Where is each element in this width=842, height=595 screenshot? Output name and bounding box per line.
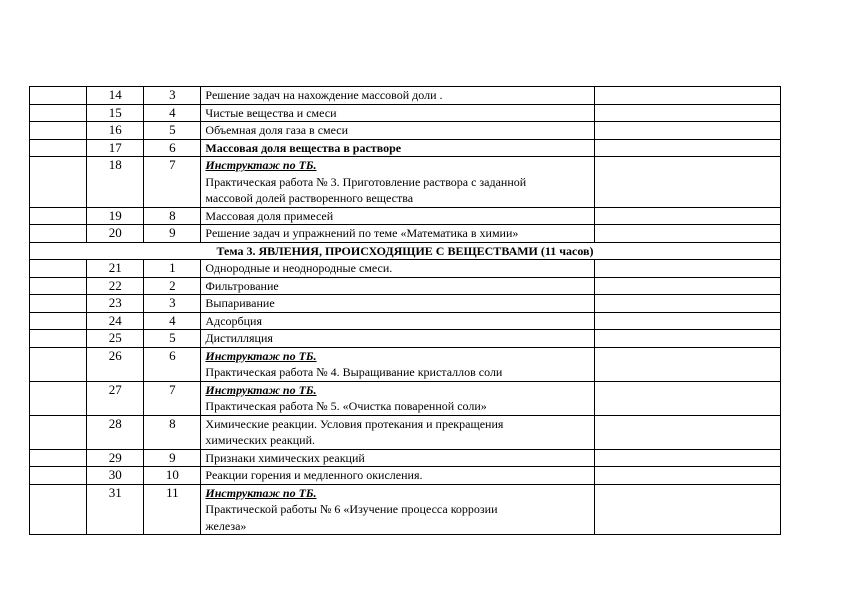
lesson-number: 16 — [87, 122, 144, 140]
lesson-topic: Решение задач на нахождение массовой доли . — [201, 87, 595, 105]
lesson-number: 24 — [87, 312, 144, 330]
topic-line: химических реакций. — [205, 433, 315, 447]
lesson-topic — [201, 347, 595, 381]
notes-cell — [595, 347, 781, 381]
table-row — [30, 277, 781, 295]
lesson-topic: Выпаривание — [201, 295, 595, 313]
empty-cell — [30, 139, 87, 157]
table-row — [30, 139, 781, 157]
notes-cell — [595, 295, 781, 313]
notes-cell — [595, 260, 781, 278]
topic-lesson-number: 8 — [144, 415, 201, 449]
lesson-number: 31 — [87, 484, 144, 535]
table-row — [30, 157, 781, 208]
empty-cell — [30, 104, 87, 122]
topic-lesson-number: 6 — [144, 347, 201, 381]
section-title: Тема 3. ЯВЛЕНИЯ, ПРОИСХОДЯЩИЕ С ВЕЩЕСТВАМИ (11 часов) — [30, 242, 781, 260]
table-row — [30, 295, 781, 313]
table-row — [30, 104, 781, 122]
empty-cell — [30, 467, 87, 485]
empty-cell — [30, 415, 87, 449]
lesson-topic: Объемная доля газа в смеси — [201, 122, 595, 140]
topic-lesson-number: 9 — [144, 225, 201, 243]
table-row — [30, 122, 781, 140]
lesson-topic: Чистые вещества и смеси — [201, 104, 595, 122]
safety-instruction-label: Инструктаж по ТБ. — [205, 382, 317, 397]
lesson-topic: Массовая доля вещества в растворе — [201, 139, 595, 157]
lesson-topic — [201, 157, 595, 208]
lesson-number: 14 — [87, 87, 144, 105]
lesson-topic: Признаки химических реакций — [201, 449, 595, 467]
lesson-number: 22 — [87, 277, 144, 295]
notes-cell — [595, 104, 781, 122]
lesson-number: 27 — [87, 381, 144, 415]
safety-instruction-label: Инструктаж по ТБ. — [205, 485, 317, 500]
lesson-number: 25 — [87, 330, 144, 348]
empty-cell — [30, 484, 87, 535]
topic-lesson-number: 3 — [144, 87, 201, 105]
section-row — [30, 242, 781, 260]
notes-cell — [595, 277, 781, 295]
topic-line: Химические реакции. Условия протекания и прекращения — [205, 416, 504, 431]
empty-cell — [30, 87, 87, 105]
notes-cell — [595, 449, 781, 467]
table-row — [30, 484, 781, 535]
notes-cell — [595, 484, 781, 535]
topic-lesson-number: 11 — [144, 484, 201, 535]
topic-line: железа» — [205, 518, 247, 533]
lesson-topic: Реакции горения и медленного окисления. — [201, 467, 595, 485]
table-row — [30, 87, 781, 105]
topic-lesson-number: 3 — [144, 295, 201, 313]
lesson-number: 28 — [87, 415, 144, 449]
empty-cell — [30, 122, 87, 140]
lesson-topic — [201, 484, 595, 535]
empty-cell — [30, 449, 87, 467]
lesson-topic: Однородные и неоднородные смеси. — [201, 260, 595, 278]
notes-cell — [595, 207, 781, 225]
table-row — [30, 467, 781, 485]
topic-lesson-number: 4 — [144, 104, 201, 122]
topic-lesson-number: 5 — [144, 122, 201, 140]
lesson-number: 21 — [87, 260, 144, 278]
notes-cell — [595, 87, 781, 105]
lesson-topic: Массовая доля примесей — [201, 207, 595, 225]
notes-cell — [595, 330, 781, 348]
table-row — [30, 449, 781, 467]
topic-line: Практическая работа № 5. «Очистка поваренной соли» — [205, 399, 487, 413]
safety-instruction-label: Инструктаж по ТБ. — [205, 158, 317, 172]
topic-line: Практическая работа № 4. Выращивание кристаллов соли — [205, 365, 503, 379]
table-row — [30, 381, 781, 415]
topic-line: Практической работы № 6 «Изучение процесса коррозии — [205, 502, 498, 516]
notes-cell — [595, 139, 781, 157]
lesson-number: 29 — [87, 449, 144, 467]
notes-cell — [595, 122, 781, 140]
empty-cell — [30, 295, 87, 313]
table-row — [30, 225, 781, 243]
topic-lesson-number: 2 — [144, 277, 201, 295]
lesson-number: 17 — [87, 139, 144, 157]
lesson-topic: Адсорбция — [201, 312, 595, 330]
topic-line: массовой долей растворенного вещества — [205, 191, 414, 205]
table-row — [30, 312, 781, 330]
topic-lesson-number: 1 — [144, 260, 201, 278]
lesson-topic: Решение задач и упражнений по теме «Математика в химии» — [201, 225, 595, 243]
topic-line: Практическая работа № 3. Приготовление раствора с заданной — [205, 174, 527, 189]
lesson-number: 20 — [87, 225, 144, 243]
empty-cell — [30, 330, 87, 348]
lesson-number: 15 — [87, 104, 144, 122]
empty-cell — [30, 312, 87, 330]
lesson-number: 19 — [87, 207, 144, 225]
topic-lesson-number: 7 — [144, 157, 201, 208]
topic-lesson-number: 5 — [144, 330, 201, 348]
lesson-number: 23 — [87, 295, 144, 313]
topic-lesson-number: 4 — [144, 312, 201, 330]
lesson-number: 18 — [87, 157, 144, 208]
topic-lesson-number: 7 — [144, 381, 201, 415]
empty-cell — [30, 157, 87, 208]
lesson-plan-table — [29, 86, 781, 535]
lesson-topic — [201, 381, 595, 415]
table-row — [30, 330, 781, 348]
lesson-topic — [201, 415, 595, 449]
notes-cell — [595, 157, 781, 208]
lesson-topic: Фильтрование — [201, 277, 595, 295]
lesson-number: 30 — [87, 467, 144, 485]
topic-lesson-number: 10 — [144, 467, 201, 485]
safety-instruction-label: Инструктаж по ТБ. — [205, 348, 317, 363]
empty-cell — [30, 225, 87, 243]
empty-cell — [30, 347, 87, 381]
notes-cell — [595, 415, 781, 449]
empty-cell — [30, 260, 87, 278]
notes-cell — [595, 225, 781, 243]
empty-cell — [30, 207, 87, 225]
topic-lesson-number: 6 — [144, 139, 201, 157]
table-row — [30, 260, 781, 278]
notes-cell — [595, 381, 781, 415]
lesson-topic: Дистилляция — [201, 330, 595, 348]
table-row — [30, 207, 781, 225]
topic-lesson-number: 8 — [144, 207, 201, 225]
empty-cell — [30, 277, 87, 295]
notes-cell — [595, 312, 781, 330]
table-row — [30, 415, 781, 449]
table-row — [30, 347, 781, 381]
notes-cell — [595, 467, 781, 485]
lesson-number: 26 — [87, 347, 144, 381]
topic-lesson-number: 9 — [144, 449, 201, 467]
empty-cell — [30, 381, 87, 415]
